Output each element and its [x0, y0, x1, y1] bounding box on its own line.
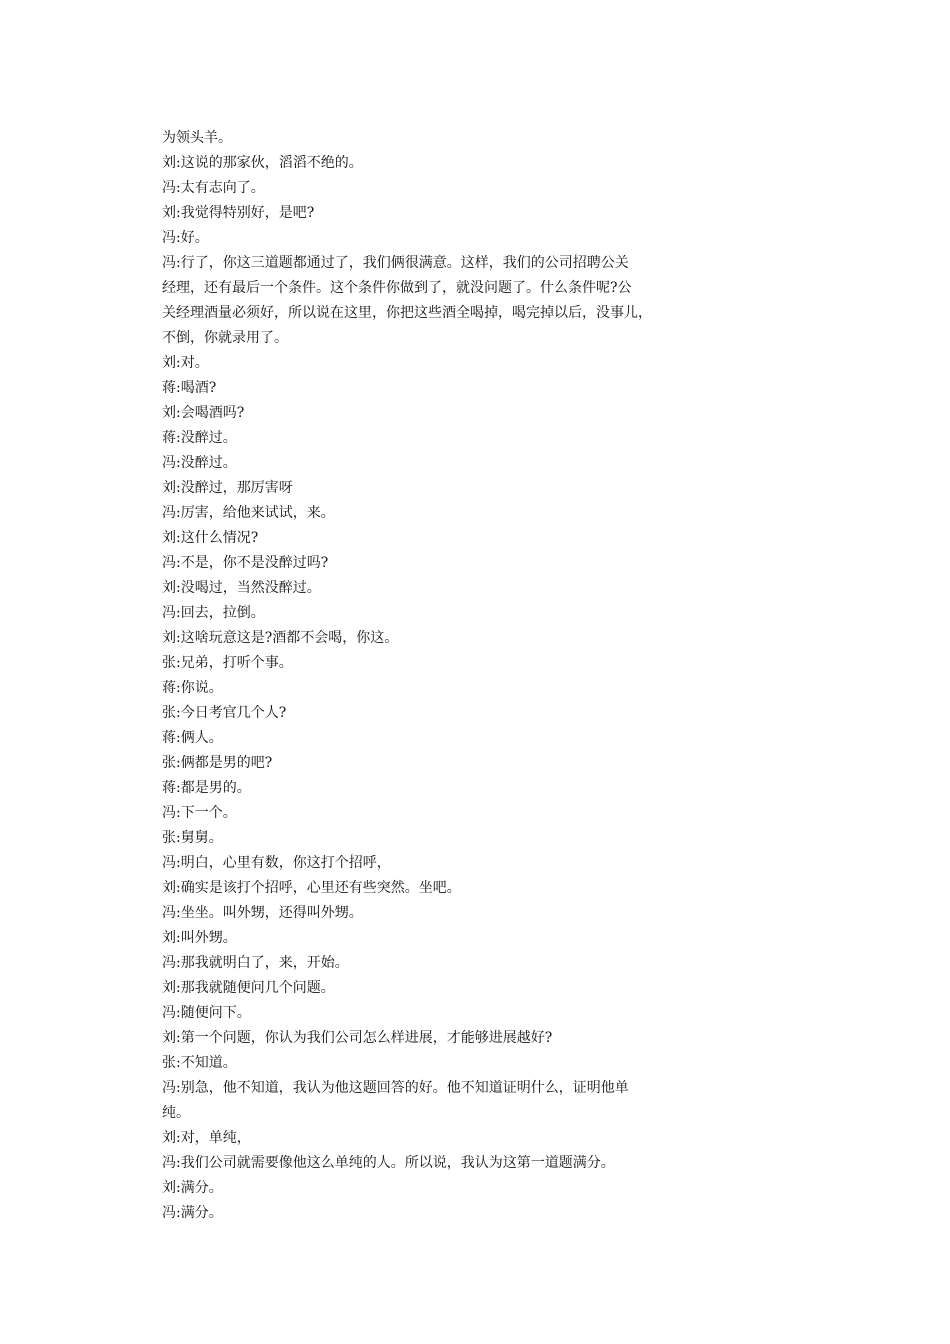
text-line: 冯:别急，他不知道，我认为他这题回答的好。他不知道证明什么，证明他单: [162, 1080, 629, 1096]
text-line: 冯:太有志向了。: [162, 180, 265, 196]
text-line: 刘:没喝过，当然没醉过。: [162, 580, 321, 596]
text-line: 刘:确实是该打个招呼，心里还有些突然。坐吧。: [162, 880, 461, 896]
text-line: 张:兄弟，打听个事。: [162, 655, 293, 671]
text-line: 蒋:你说。: [162, 680, 223, 696]
text-line: 刘:会喝酒吗?: [162, 405, 245, 421]
text-line: 冯:不是，你不是没醉过吗?: [162, 555, 329, 571]
text-line: 冯:明白，心里有数，你这打个招呼，: [162, 855, 391, 871]
text-line: 刘:对。: [162, 355, 209, 371]
text-line: 蒋:没醉过。: [162, 430, 237, 446]
text-line: 刘:第一个问题，你认为我们公司怎么样进展，才能够进展越好?: [162, 1030, 553, 1046]
text-line: 经理，还有最后一个条件。这个条件你做到了，就没问题了。什么条件呢?公: [162, 280, 632, 296]
text-line: 蒋:都是男的。: [162, 780, 251, 796]
text-line: 张:今日考官几个人?: [162, 705, 287, 721]
text-line: 刘:叫外甥。: [162, 930, 237, 946]
text-line: 张:俩都是男的吧?: [162, 755, 273, 771]
text-line: 刘:这什么情况?: [162, 530, 259, 546]
text-line: 刘:我觉得特别好，是吧?: [162, 205, 315, 221]
text-line: 冯:那我就明白了，来，开始。: [162, 955, 349, 971]
text-line: 冯:好。: [162, 230, 209, 246]
text-line: 蒋:俩人。: [162, 730, 223, 746]
text-line: 纯。: [162, 1105, 190, 1121]
text-line: 冯:回去，拉倒。: [162, 605, 265, 621]
text-line: 刘:那我就随便问几个问题。: [162, 980, 335, 996]
text-line: 为领头羊。: [162, 130, 232, 146]
text-line: 冯:满分。: [162, 1205, 223, 1221]
text-line: 不倒，你就录用了。: [162, 330, 288, 346]
text-line: 冯:厉害，给他来试试，来。: [162, 505, 335, 521]
text-line: 张:不知道。: [162, 1055, 237, 1071]
text-line: 关经理酒量必须好，所以说在这里，你把这些酒全喝掉，喝完掉以后，没事儿，: [162, 305, 652, 321]
text-line: 冯:坐坐。叫外甥，还得叫外甥。: [162, 905, 363, 921]
text-line: 冯:我们公司就需要像他这么单纯的人。所以说，我认为这第一道题满分。: [162, 1155, 615, 1171]
text-line: 刘:这说的那家伙，滔滔不绝的。: [162, 155, 363, 171]
dialogue-text: [162, 126, 722, 1226]
text-line: 冯:没醉过。: [162, 455, 237, 471]
text-line: 冯:随便问下。: [162, 1005, 251, 1021]
text-line: 张:舅舅。: [162, 830, 223, 846]
text-line: 刘:满分。: [162, 1180, 223, 1196]
text-line: 刘:对，单纯，: [162, 1130, 251, 1146]
text-line: 刘:这啥玩意这是?酒都不会喝，你这。: [162, 630, 399, 646]
text-line: 蒋:喝酒?: [162, 380, 217, 396]
text-line: 冯:行了，你这三道题都通过了，我们俩很满意。这样，我们的公司招聘公关: [162, 255, 629, 271]
text-line: 冯:下一个。: [162, 805, 237, 821]
text-line: 刘:没醉过，那厉害呀: [162, 480, 293, 496]
